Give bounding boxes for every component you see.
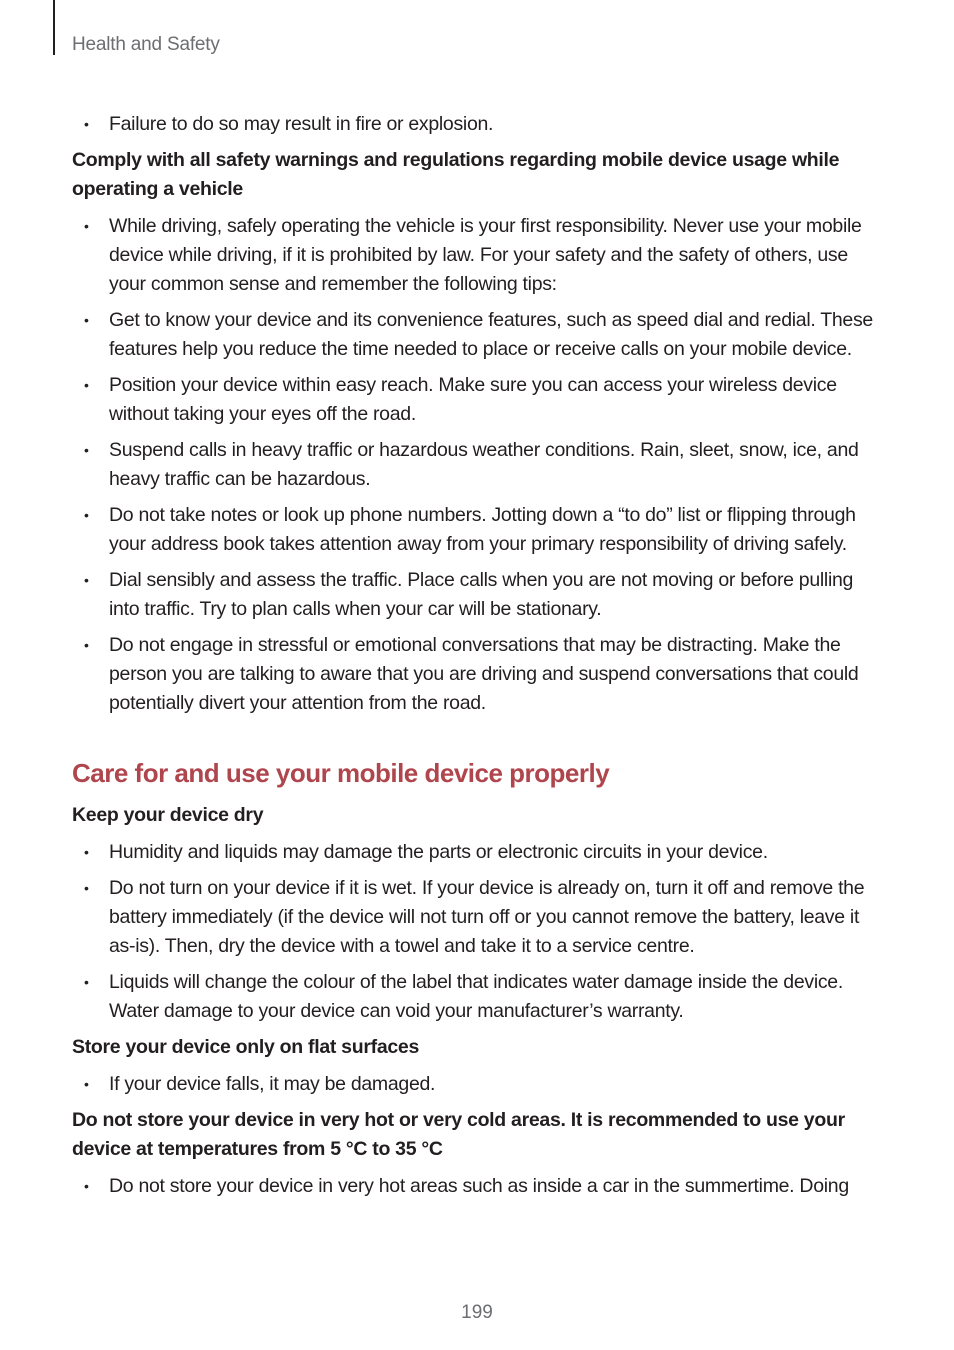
list-item: • Dial sensibly and assess the traffic. Place calls when you are not moving or before pulling into traffic. Try to plan calls when your car will be stationary. bbox=[72, 566, 880, 624]
list-item: • If your device falls, it may be damaged. bbox=[72, 1070, 880, 1099]
running-header: Health and Safety bbox=[72, 34, 220, 55]
list-item: • Humidity and liquids may damage the parts or electronic circuits in your device. bbox=[72, 838, 880, 867]
bullet-list-vehicle bbox=[72, 212, 880, 718]
subheading-flat: Store your device only on flat surfaces bbox=[72, 1036, 419, 1058]
list-item: • Do not engage in stressful or emotional conversations that may be distracting. Make the person you are talking to aware that you are driving and suspend conversations that could potentially divert your attention from the road. bbox=[72, 631, 880, 718]
bullet-list bbox=[72, 110, 880, 139]
header-rule bbox=[53, 0, 55, 55]
subheading-dry: Keep your device dry bbox=[72, 804, 264, 826]
list-item: • Do not turn on your device if it is wet. If your device is already on, turn it off and remove the battery immediately (if the device will not turn off or you cannot remove the battery, leave it as-is). Then, dry the device with a towel and take it to a service centre. bbox=[72, 874, 880, 961]
list-item: • Get to know your device and its convenience features, such as speed dial and redial. These features help you reduce the time needed to place or receive calls on your mobile device. bbox=[72, 306, 880, 364]
list-item: • Suspend calls in heavy traffic or hazardous weather conditions. Rain, sleet, snow, ice, and heavy traffic can be hazardous. bbox=[72, 436, 880, 494]
section-title: Care for and use your mobile device properly bbox=[72, 758, 610, 788]
list-item: • Position your device within easy reach. Make sure you can access your wireless device without taking your eyes off the road. bbox=[72, 371, 880, 429]
page-number: 199 bbox=[461, 1302, 493, 1323]
list-item: • Do not take notes or look up phone numbers. Jotting down a “to do” list or flipping through your address book takes attention away from your primary responsibility of driving safely. bbox=[72, 501, 880, 559]
subheading-temperature: Do not store your device in very hot or very cold areas. It is recommended to use your device at temperatures from 5 °C to 35 °C bbox=[72, 1109, 845, 1160]
bullet-list-temperature bbox=[72, 1172, 880, 1201]
bullet-list-dry bbox=[72, 838, 880, 1026]
subheading-vehicle: Comply with all safety warnings and regulations regarding mobile device usage while operating a vehicle bbox=[72, 149, 840, 200]
page-content bbox=[72, 110, 880, 1208]
list-item: • Liquids will change the colour of the label that indicates water damage inside the device. Water damage to your device can void your manufacturer’s warranty. bbox=[72, 968, 884, 1026]
bullet-list-flat bbox=[72, 1070, 880, 1099]
list-item: • While driving, safely operating the vehicle is your first responsibility. Never use your mobile device while driving, if it is prohibited by law. For your safety and the safety of others, use your common sense and remember the following tips: bbox=[72, 212, 880, 299]
list-item: • Failure to do so may result in fire or explosion. bbox=[72, 110, 880, 139]
list-item: • Do not store your device in very hot areas such as inside a car in the summertime. Doing bbox=[72, 1172, 880, 1201]
